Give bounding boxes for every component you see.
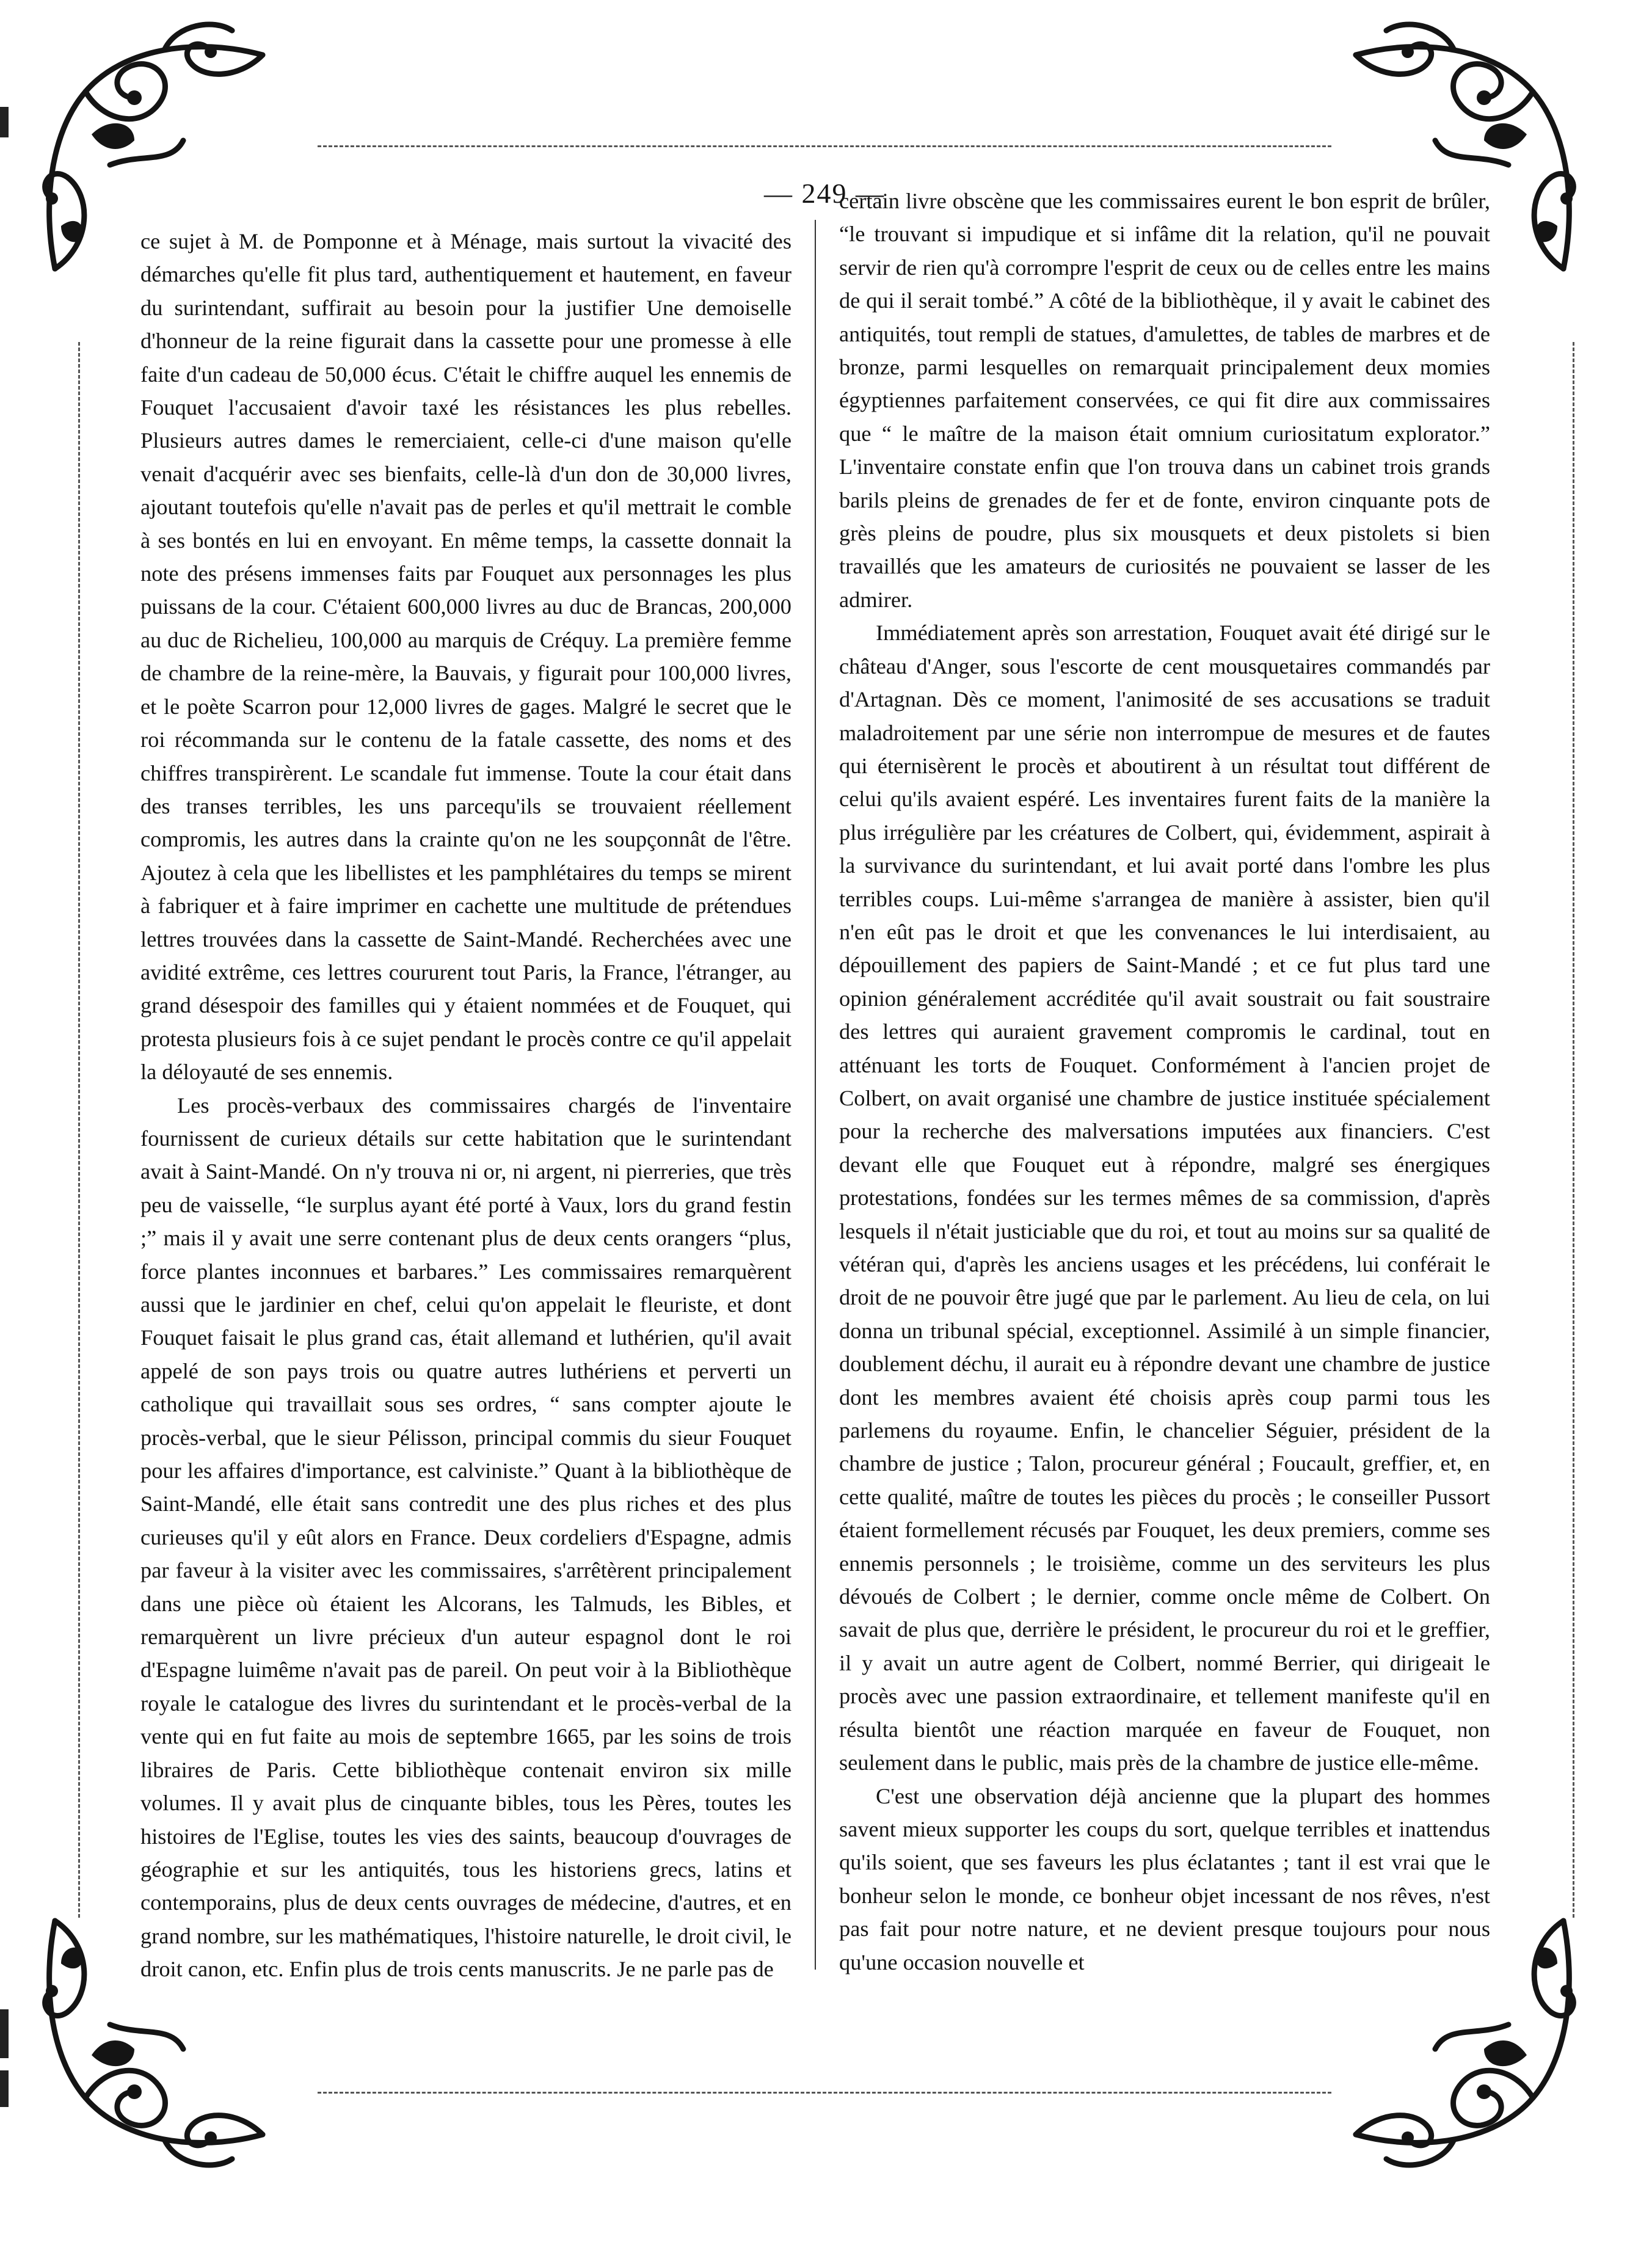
frame-border-left — [78, 342, 80, 1918]
paragraph: ce sujet à M. de Pomponne et à Ménage, mais surtout la vivacité des démarches qu'elle fit plus tard, authentiquement et hautement, en faveur du surintendant, suffirait au besoin pour la justifier Une demoiselle d'honneur de la reine figurait dans la cassette pour une promesse à elle faite d'un cadeau de 50,000 écus. C'était le chiffre auquel les ennemis de Fouquet l'accusaient d'avoir taxé les résistances les plus rebelles. Plusieurs autres dames le remerciaient, celle-ci d'une maison qu'elle venait d'acquérir avec ses bienfaits, celle-là d'un don de 30,000 livres, ajoutant toutefois qu'elle n'avait pas de perles et qu'il mettrait le comble à ses bontés en lui en envoyant. En même temps, la cassette donnait la note des présens immenses faits par Fouquet aux personnages les plus puissans de la cour. C'étaient 600,000 livres au duc de Brancas, 200,000 au duc de Richelieu, 100,000 au marquis de Créquy. La première femme de chambre de la reine-mère, la Bauvais, y figurait pour 100,000 livres, et le poète Scarron pour 12,000 livres de gages. Malgré le secret que le roi récommanda sur le contenu de la fatale cassette, des noms et des chiffres transpirèrent. Le scandale fut immense. Toute la cour était dans des transes terribles, les uns parcequ'ils se trouvaient réellement compromis, les autres dans la crainte qu'on ne les soupçonnât de l'être. Ajoutez à cela que les libellistes et les pamphlétaires du temps se mirent à fabriquer et à faire imprimer en cachette une multitude de prétendues lettres trouvées dans la cassette de Saint-Mandé. Recherchées avec une avidité extrême, ces lettres coururent tout Paris, la France, l'étranger, au grand désespoir des familles qui y étaient nommées et de Fouquet, qui protesta plusieurs fois à ce sujet pendant le procès contre ce qu'il appelait la déloyauté de ses ennemis. — [140, 229, 791, 1085]
scan-edge-mark — [0, 2070, 9, 2107]
scan-edge-mark — [0, 2009, 9, 2058]
frame-border-top — [318, 145, 1331, 147]
text-column-right — [839, 184, 1490, 1979]
paragraph: C'est une observation déjà ancienne que la plupart des hommes savent mieux supporter les coups du sort, quelque terribles et inattendus qu'ils soient, que ses faveurs les plus éclatantes ; tant il est vrai que le bonheur selon le monde, ce bonheur objet incessant de nos rêves, n'est pas fait pour notre nature, et ne devient presque toujours pour nous qu'une occasion nouvelle et — [839, 1783, 1490, 1974]
paragraph: Les procès-verbaux des commissaires chargés de l'inventaire fournissent de curieux détails sur cette habitation que le surintendant avait à Saint-Mandé. On n'y trouva ni or, ni argent, ni pierreries, que très peu de vaisselle, “le surplus ayant été porté à Vaux, lors du grand festin ;” mais il y avait une serre contenant plus de deux cents orangers “plus, force plantes inconnues et barbares.” Les commissaires remarquèrent aussi que le jardinier en chef, celui qu'on appelait le fleuriste, et dont Fouquet faisait le plus grand cas, était allemand et luthérien, qu'il avait appelé de son pays trois ou quatre autres luthériens et perverti un catholique qui travaillait sous ses ordres, “ sans compter ajoute le procès-verbal, que le sieur Pélisson, principal commis du sieur Fouquet pour les affaires d'importance, est calviniste.” Quant à la bibliothèque de Saint-Mandé, elle était sans contredit une des plus riches et des plus curieuses qu'il y eût alors en France. Deux cordeliers d'Espagne, admis par faveur à la visiter avec les commissaires, s'arrêtèrent principalement dans une pièce où étaient les Alcorans, les Talmuds, les Bibles, et remarquèrent un livre précieux d'un auteur espagnol dont le roi d'Espagne luimême n'avait pas de pareil. On peut voir à la Bibliothèque royale le catalogue des livres du surintendant et le procès-verbal de la vente qui en fut faite au mois de septembre 1665, par les soins de trois libraires de Paris. Cette bibliothèque contenait environ six mille volumes. Il y avait plus de cinquante bibles, tous les Pères, toutes les histoires de l'Eglise, toutes les vies des saints, beaucoup d'ouvrages de géographie et sur les antiquités, tous les historiens grecs, latins et contemporains, plus de deux cents ouvrages de médecine, d'autres, et en grand nombre, sur les mathématiques, l'histoire naturelle, le droit civil, le droit canon, etc. Enfin plus de trois cents manuscrits. Je ne parle pas de — [140, 1093, 791, 1982]
scan-edge-mark — [0, 107, 9, 137]
text-column-left — [140, 225, 791, 1986]
frame-border-bottom — [318, 2092, 1331, 2094]
page-number: — 249 — — [764, 178, 885, 209]
paragraph: certain livre obscène que les commissaires eurent le bon esprit de brûler, “le trouvant si impudique et si infâme dit la relation, qu'il ne pouvait servir de rien qu'à corrompre l'esprit de ceux ou de celles entre les mains de qui il serait tombé.” A côté de la bibliothèque, il y avait le cabinet des antiquités, tout rempli de statues, d'amulettes, de tables de marbres et de bronze, parmi lesquelles on remarquait principalement deux momies égyptiennes parfaitement conservées, ce qui fit dire aux commissaires que “ le maître de la maison était omnium curiositatum explorator.” L'inventaire constate enfin que l'on trouva dans un cabinet trois grands barils pleins de grenades de fer et de fonte, environ cinquante pots de grès pleins de poudre, plus six mousquets et deux pistolets si bien travaillés que les amateurs de curiosités ne pouvaient se lasser de les admirer. — [839, 189, 1490, 612]
column-divider — [815, 220, 816, 1970]
paragraph: Immédiatement après son arrestation, Fouquet avait été dirigé sur le château d'Anger, sous l'escorte de cent mousquetaires commandés par d'Artagnan. Dès ce moment, l'animosité de ses accusations se traduit maladroitement par une série non interrompue de mesures et de fautes qui éternisèrent le procès et aboutirent à un résultat tout différent de celui qu'ils avaient espéré. Les inventaires furent faits de la manière la plus irrégulière par les créatures de Colbert, qui, évidemment, aspirait à la survivance du surintendant, et lui avait porté dans l'ombre les plus terribles coups. Lui-même s'arrangea de manière à assister, bien qu'il n'en eût pas le droit et que les convenances le lui interdisaient, au dépouillement des papiers de Saint-Mandé ; et ce fut plus tard une opinion généralement accréditée qu'il avait soustrait ou fait soustraire des lettres qui auraient gravement compromis le cardinal, tout en atténuant les torts de Fouquet. Conformément à l'ancien projet de Colbert, on avait organisé une chambre de justice instituée spécialement pour la recherche des malversations imputées aux financiers. C'est devant elle que Fouquet eut à répondre, malgré ses énergiques protestations, fondées sur les termes mêmes de sa commission, d'après lesquels il n'était justiciable que du roi, et tout au moins sur sa qualité de vétéran qui, d'après les anciens usages et les précédens, lui conférait le droit de ne pouvoir être jugé que par le parlement. Au lieu de cela, on lui donna un tribunal spécial, exceptionnel. Assimilé à un simple financier, doublement déchu, il aurait eu à répondre devant une chambre de justice dont les membres avaient été choisis après coup parmi tous les parlemens du royaume. Enfin, le chancelier Séguier, président de la chambre de justice ; Talon, procureur général ; Foucault, greffier, et, en cette qualité, maître de toutes les pièces du procès ; le conseiller Pussort étaient formellement récusés par Fouquet, les deux premiers, comme ses ennemis personnels ; le troisième, comme un des serviteurs les plus dévoués de Colbert ; le dernier, comme oncle même de Colbert. On savait de plus que, derrière le président, le procureur du roi et le greffier, il y avait un autre agent de Colbert, nommé Berrier, qui dirigeait le procès avec une passion extraordinaire, et tellement manifeste qu'il en résulta bientôt une réaction marquée en faveur de Fouquet, non seulement dans le public, mais près de la chambre de justice elle-même. — [839, 621, 1490, 1775]
frame-border-right — [1573, 342, 1574, 1918]
